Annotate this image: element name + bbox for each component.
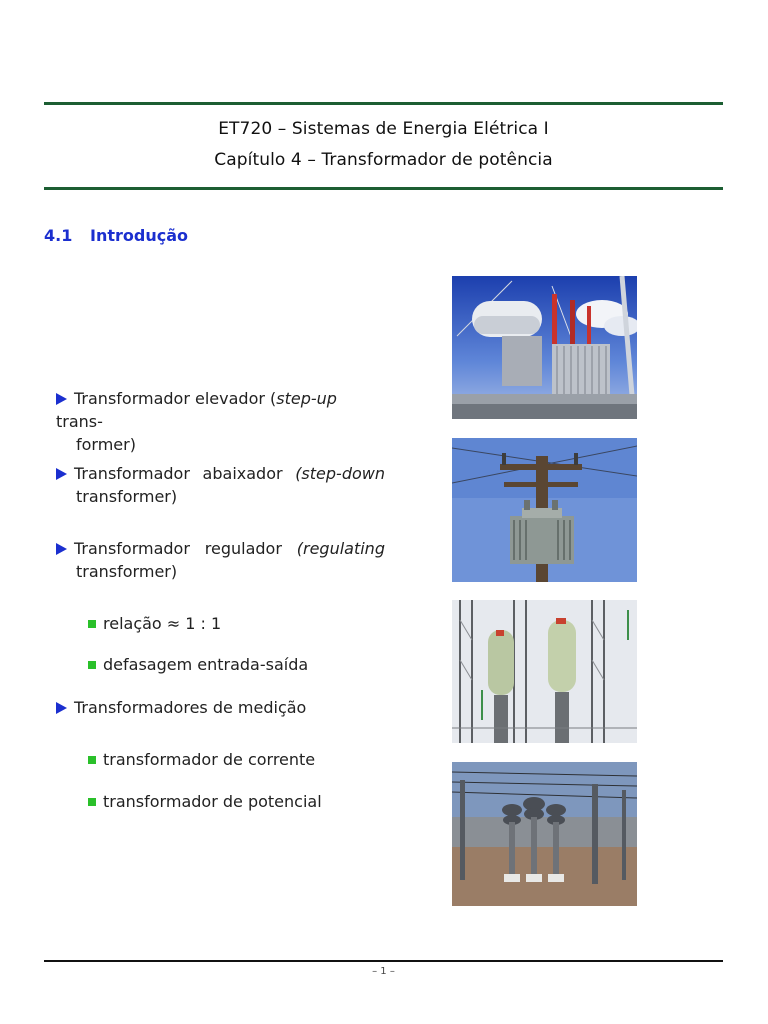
bullet-square-icon (88, 798, 96, 806)
section-heading (44, 226, 188, 245)
sub-item-phase-shift: defasagem entrada-saída (88, 653, 308, 676)
instrument-transformers-photo (452, 762, 637, 906)
header-top-rule (44, 102, 723, 105)
page-number: – 1 – (372, 966, 395, 977)
list-item-measurement: Transformadores de medição (56, 696, 385, 719)
header-bottom-rule (44, 187, 723, 190)
sub-item-ratio: relação ≈ 1 : 1 (88, 612, 221, 635)
list-item-step-up: Transformador elevador (step-up trans- former) (56, 389, 337, 454)
footer-rule (44, 960, 723, 962)
chapter-title: Capítulo 4 – Transformador de potência (214, 150, 553, 170)
section-title: Introdução (90, 226, 188, 245)
regulating-transformer-photo (452, 600, 637, 743)
sub-item-potential-transformer: transformador de potencial (88, 790, 322, 813)
pole-mounted-transformer-photo (452, 438, 637, 582)
bullet-triangle-icon (56, 393, 67, 405)
list-item-step-down: Transformador abaixador (step-down transformer) (56, 462, 385, 508)
bullet-triangle-icon (56, 543, 67, 555)
bullet-square-icon (88, 620, 96, 628)
bullet-square-icon (88, 661, 96, 669)
sub-item-current-transformer: transformador de corrente (88, 748, 315, 771)
bullet-square-icon (88, 756, 96, 764)
bullet-triangle-icon (56, 702, 67, 714)
course-title: ET720 – Sistemas de Energia Elétrica I (218, 119, 549, 139)
section-number: 4.1 (44, 226, 73, 245)
substation-transformer-photo (452, 276, 637, 419)
list-item-regulating: Transformador regulador (regulating transformer) (56, 537, 385, 583)
bullet-triangle-icon (56, 468, 67, 480)
